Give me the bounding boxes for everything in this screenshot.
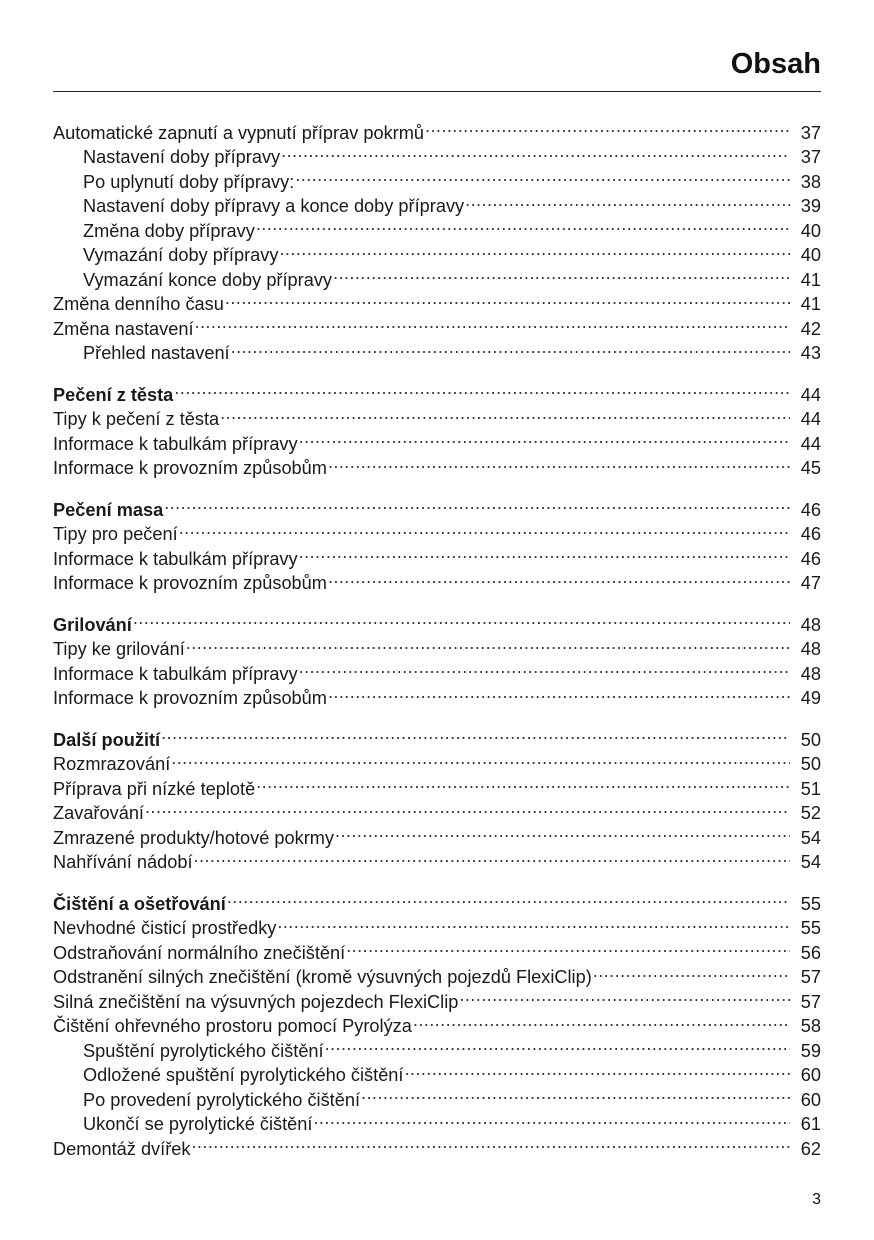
- toc-leader-dots: [361, 1081, 790, 1106]
- toc-entry-page: 40: [800, 245, 821, 265]
- toc-entry-page: 55: [800, 918, 821, 938]
- toc-entry-label: Změna doby přípravy: [83, 220, 255, 241]
- toc-leader-dots: [225, 286, 790, 311]
- toc-entry-page: 48: [800, 663, 821, 684]
- page-number: 3: [812, 1191, 821, 1208]
- toc-entry-label: Informace k tabulkám přípravy: [53, 663, 298, 684]
- toc-entry-page: 57: [800, 991, 821, 1012]
- toc-entry-page: 57: [800, 967, 821, 987]
- toc-entry-page: 59: [800, 1040, 821, 1061]
- toc-entry[interactable]: [53, 819, 821, 848]
- toc-leader-dots: [333, 261, 790, 286]
- toc-leader-dots: [194, 844, 790, 869]
- toc-entry-page: 54: [800, 852, 821, 872]
- toc-entry-page: 44: [800, 433, 821, 454]
- toc-leader-dots: [174, 376, 790, 401]
- toc-entry-label: Informace k tabulkám přípravy: [53, 548, 298, 569]
- toc-leader-dots: [220, 401, 790, 426]
- toc-leader-dots: [328, 680, 790, 705]
- toc-entry-page: 50: [800, 729, 821, 750]
- toc-leader-dots: [186, 631, 790, 656]
- toc-entry-label: Informace k tabulkám přípravy: [53, 433, 298, 454]
- toc-entry-page: 48: [800, 639, 821, 659]
- toc-group-other-uses: [53, 721, 821, 872]
- toc-leader-dots: [179, 516, 790, 541]
- toc-entry-label: Změna denního času: [53, 294, 224, 314]
- toc-entry-label: Odstranění silných znečištění (kromě výsuvných pojezdů FlexiClip): [53, 967, 592, 987]
- title-divider: [53, 91, 821, 92]
- toc-group-automatic-programs: [53, 114, 821, 363]
- toc-section-heading[interactable]: [53, 606, 821, 635]
- toc-group-baking: [53, 376, 821, 478]
- toc-entry[interactable]: [53, 631, 821, 659]
- toc-leader-dots: [299, 540, 790, 565]
- table-of-contents: [53, 114, 821, 1172]
- toc-entry-page: 60: [800, 1065, 821, 1085]
- toc-entry-page: 39: [800, 196, 821, 216]
- toc-entry-label: Odstraňování normálního znečištění: [53, 942, 346, 963]
- toc-leader-dots: [299, 655, 790, 680]
- toc-leader-dots: [171, 746, 790, 771]
- toc-entry-page: 41: [800, 294, 821, 314]
- toc-entry-label: Informace k provozním způsobům: [53, 458, 327, 478]
- toc-entry-label: Demontáž dvířek: [53, 1138, 191, 1159]
- toc-entry-label: Informace k provozním způsobům: [53, 573, 327, 593]
- toc-entry-page: 49: [800, 688, 821, 708]
- toc-entry-label: Odložené spuštění pyrolytického čištění: [83, 1065, 404, 1085]
- toc-entry-label: Tipy pro pečení: [53, 524, 178, 544]
- toc-leader-dots: [281, 139, 790, 164]
- toc-entry-page: 58: [800, 1016, 821, 1036]
- toc-entry[interactable]: [53, 795, 821, 823]
- toc-section-heading[interactable]: [53, 491, 821, 520]
- toc-entry-page: 54: [800, 827, 821, 848]
- toc-entry-page: 46: [800, 548, 821, 569]
- toc-entry-page: 47: [800, 573, 821, 593]
- toc-leader-dots: [195, 310, 790, 335]
- toc-leader-dots: [133, 606, 790, 631]
- toc-entry-label: Pečení masa: [53, 499, 164, 520]
- toc-entry-label: Čištění a ošetřování: [53, 893, 226, 914]
- toc-leader-dots: [164, 491, 790, 516]
- toc-entry-label: Po provedení pyrolytického čištění: [83, 1089, 361, 1110]
- toc-leader-dots: [145, 795, 790, 820]
- toc-leader-dots: [277, 910, 790, 935]
- toc-section-heading[interactable]: [53, 721, 821, 750]
- toc-entry-page: 42: [800, 318, 821, 339]
- toc-entry-page: 60: [800, 1089, 821, 1110]
- toc-entry-page: 48: [800, 614, 821, 635]
- toc-entry-label: Příprava při nízké teplotě: [53, 778, 256, 799]
- toc-entry-page: 40: [800, 220, 821, 241]
- toc-entry-page: 37: [800, 122, 821, 143]
- toc-entry-label: Tipy k pečení z těsta: [53, 409, 220, 429]
- toc-leader-dots: [346, 934, 790, 959]
- toc-entry-label: Nahřívání nádobí: [53, 852, 193, 872]
- toc-entry-page: 46: [800, 524, 821, 544]
- toc-leader-dots: [425, 114, 790, 139]
- toc-entry-page: 38: [800, 171, 821, 192]
- toc-leader-dots: [593, 959, 790, 984]
- toc-entry-page: 41: [800, 269, 821, 290]
- toc-group-roasting: [53, 491, 821, 593]
- toc-entry-page: 55: [800, 893, 821, 914]
- toc-leader-dots: [413, 1008, 790, 1033]
- toc-entry-page: 61: [800, 1114, 821, 1134]
- toc-entry-label: Zavařování: [53, 803, 144, 823]
- toc-entry-page: 43: [800, 343, 821, 363]
- toc-entry-page: 50: [800, 754, 821, 774]
- toc-entry-label: Přehled nastavení: [83, 343, 230, 363]
- toc-leader-dots: [295, 163, 790, 188]
- toc-entry-page: 52: [800, 803, 821, 823]
- toc-entry-label: Vymazání konce doby přípravy: [83, 269, 333, 290]
- toc-entry-label: Tipy ke grilování: [53, 639, 185, 659]
- toc-entry-label: Vymazání doby přípravy: [83, 245, 279, 265]
- toc-entry[interactable]: [53, 114, 821, 143]
- toc-leader-dots: [227, 885, 790, 910]
- toc-leader-dots: [256, 212, 790, 237]
- toc-leader-dots: [279, 237, 790, 262]
- toc-leader-dots: [161, 721, 790, 746]
- toc-entry-page: 44: [800, 384, 821, 405]
- toc-section-heading[interactable]: [53, 376, 821, 405]
- toc-entry-page: 44: [800, 409, 821, 429]
- toc-entry-label: Nastavení doby přípravy a konce doby přípravy: [83, 196, 465, 216]
- toc-entry-label: Rozmrazování: [53, 754, 171, 774]
- toc-entry-label: Silná znečištění na výsuvných pojezdech FlexiClip: [53, 991, 459, 1012]
- toc-leader-dots: [335, 819, 790, 844]
- toc-section-heading[interactable]: [53, 885, 821, 914]
- toc-entry-label: Po uplynutí doby přípravy:: [83, 171, 295, 192]
- toc-entry-label: Čištění ohřevného prostoru pomocí Pyrolýza: [53, 1016, 412, 1036]
- toc-entry-label: Nastavení doby přípravy: [83, 147, 281, 167]
- page-title: Obsah: [730, 48, 821, 80]
- toc-leader-dots: [404, 1057, 790, 1082]
- toc-entry-label: Zmrazené produkty/hotové pokrmy: [53, 827, 335, 848]
- toc-leader-dots: [299, 425, 790, 450]
- toc-group-cleaning: [53, 885, 821, 1159]
- toc-entry-page: 51: [800, 778, 821, 799]
- toc-leader-dots: [328, 565, 790, 590]
- toc-entry-label: Ukončí se pyrolytické čištění: [83, 1114, 313, 1134]
- toc-leader-dots: [313, 1106, 790, 1131]
- toc-entry-label: Spuštění pyrolytického čištění: [83, 1040, 324, 1061]
- toc-entry-label: Grilování: [53, 614, 132, 635]
- toc-leader-dots: [325, 1032, 790, 1057]
- toc-entry-page: 45: [800, 458, 821, 478]
- toc-entry-label: Informace k provozním způsobům: [53, 688, 327, 708]
- toc-leader-dots: [256, 770, 790, 795]
- toc-leader-dots: [459, 983, 790, 1008]
- toc-entry-label: Další použití: [53, 729, 161, 750]
- toc-leader-dots: [465, 188, 790, 213]
- toc-entry-page: 46: [800, 499, 821, 520]
- toc-leader-dots: [191, 1130, 790, 1155]
- toc-entry[interactable]: [53, 516, 821, 544]
- toc-entry-page: 62: [800, 1138, 821, 1159]
- toc-entry-page: 56: [800, 942, 821, 963]
- toc-entry-label: Pečení z těsta: [53, 384, 174, 405]
- toc-leader-dots: [231, 335, 790, 360]
- toc-entry-label: Automatické zapnutí a vypnutí příprav pokrmů: [53, 122, 425, 143]
- toc-entry-label: Změna nastavení: [53, 318, 194, 339]
- toc-leader-dots: [328, 450, 790, 475]
- toc-entry-label: Nevhodné čisticí prostředky: [53, 918, 277, 938]
- toc-group-grilling: [53, 606, 821, 708]
- toc-entry-page: 37: [800, 147, 821, 167]
- toc-entry[interactable]: [53, 746, 821, 774]
